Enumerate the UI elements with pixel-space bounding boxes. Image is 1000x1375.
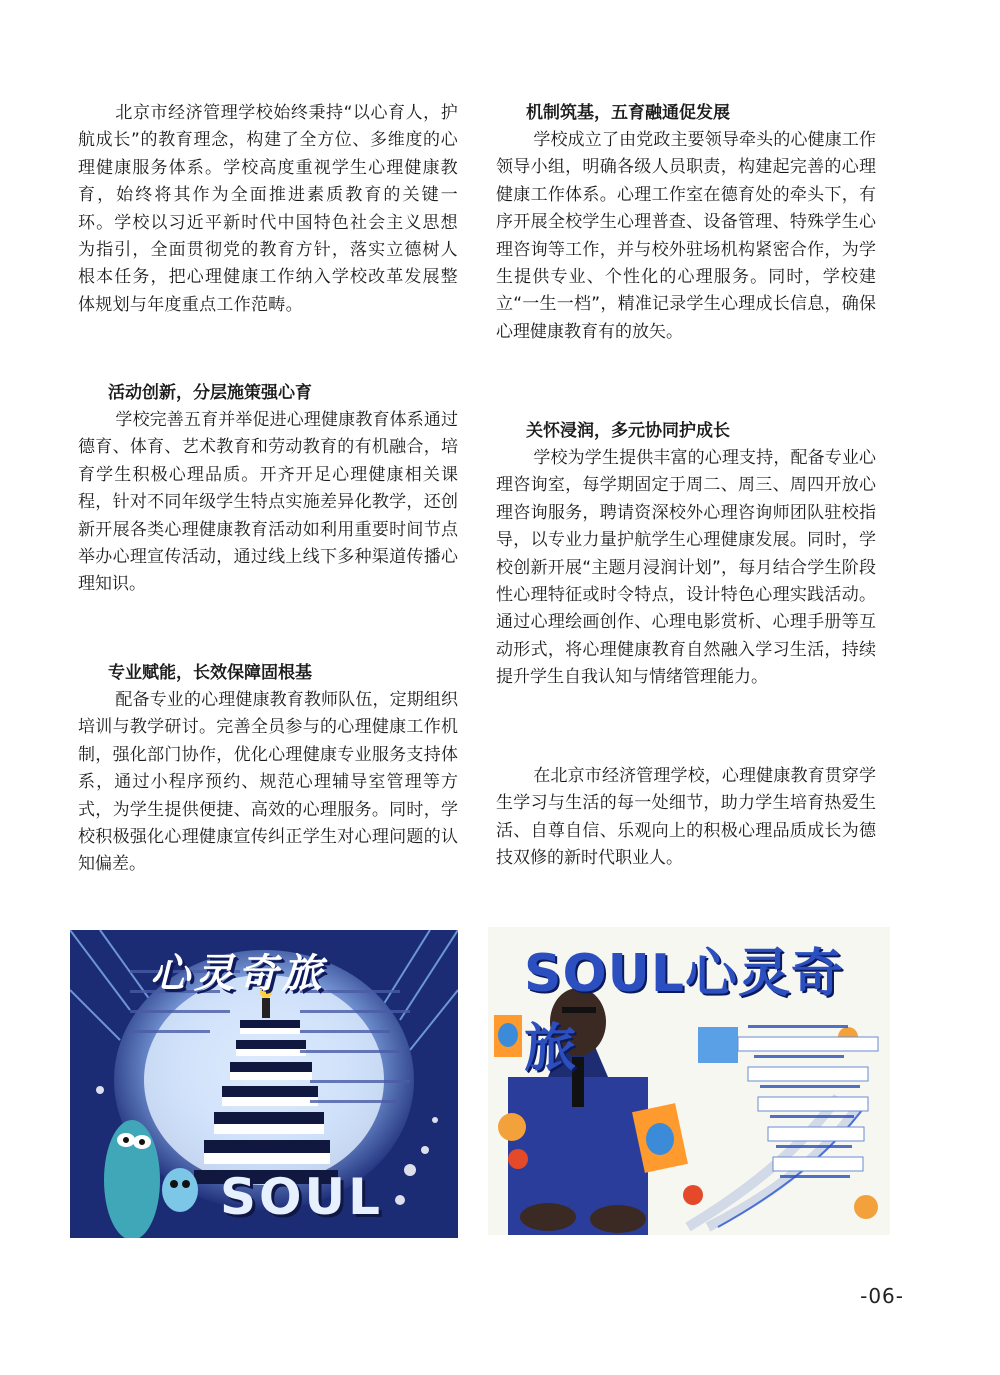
page-number: -06- (860, 1284, 904, 1308)
section-title: 关怀浸润，多元协同护成长 (526, 421, 730, 441)
section-support (78, 660, 458, 879)
section-body: 配备专业的心理健康教育教师队伍，定期组织培训与教学研讨。完善全员参与的心理健康工作机制，强化部门协作，优化心理健康专业服务支持体系，通过小程序预约、规范心理辅导室管理等方式，为学生提供便捷、高效的心理服务。同时，学校积极强化心理健康宣传纠正学生对心理问题的认知偏差。 (78, 690, 458, 875)
closing-paragraph: 在北京市经济管理学校，心理健康教育贯穿学生学习与生活的每一处细节，助力学生培育热爱生活、自尊自信、乐观向上的积极心理品质成长为德技双修的新时代职业人。 (496, 766, 876, 869)
section-body: 学校完善五育并举促进心理健康教育体系通过德育、体育、艺术教育和劳动教育的有机融合，培育学生积极心理品质。开齐开足心理健康相关课程，针对不同年级学生特点实施差异化教学，还创新开展各类心理健康教育活动如利用重要时间节点举办心理宣传活动，通过线上线下多种渠道传播心理知识。 (78, 410, 458, 595)
section-activity (78, 380, 458, 599)
intro-paragraph: 北京市经济管理学校始终秉持“以心育人，护航成长”的教育理念，构建了全方位、多维度的心理健康服务体系。学校高度重视学生心理健康教育，始终将其作为全面推进素质教育的关键一环。学校以习近平新时代中国特色社会主义思想为指引，全面贯彻党的教育方针，落实立德树人根本任务，把心理健康工作纳入学校改革发展整体规划与年度重点工作范畴。 (78, 103, 458, 315)
poster-left-image (70, 930, 458, 1238)
section-care (496, 418, 876, 692)
closing-block (496, 763, 876, 873)
section-body: 学校成立了由党政主要领导牵头的心健康工作领导小组，明确各级人员职责，构建起完善的心理健康工作体系。心理工作室在德育处的牵头下，有序开展全校学生心理普查、设备管理、特殊学生心理咨询等工作，并与校外驻场机构紧密合作，为学生提供专业、个性化的心理服务。同时，学校建立“一生一档”，精准记录学生心理成长信息，确保心理健康教育有的放矢。 (496, 130, 876, 342)
poster-left-title: 心灵奇旅 (150, 951, 326, 997)
section-mechanism (496, 100, 876, 346)
section-title: 活动创新，分层施策强心育 (108, 383, 312, 403)
section-title: 机制筑基，五育融通促发展 (526, 103, 730, 123)
poster-right-image (488, 927, 890, 1235)
poster-left-word: SOUL (220, 1168, 383, 1226)
poster-right-title: SOUL心灵奇旅 (524, 944, 845, 1079)
section-title: 专业赋能，长效保障固根基 (108, 663, 312, 683)
section-body: 学校为学生提供丰富的心理支持，配备专业心理咨询室，每学期固定于周二、周三、周四开放心理咨询服务，聘请资深校外心理咨询师团队驻校指导，以专业力量护航学生心理健康发展。同时，学校创新开展“主题月浸润计划”，每月结合学生阶段性心理特征或时令特点，设计特色心理实践活动。通过心理绘画创作、心理电影赏析、心理手册等互动形式，将心理健康教育自然融入学习生活，持续提升学生自我认知与情绪管理能力。 (496, 448, 876, 688)
intro-block (78, 100, 458, 319)
